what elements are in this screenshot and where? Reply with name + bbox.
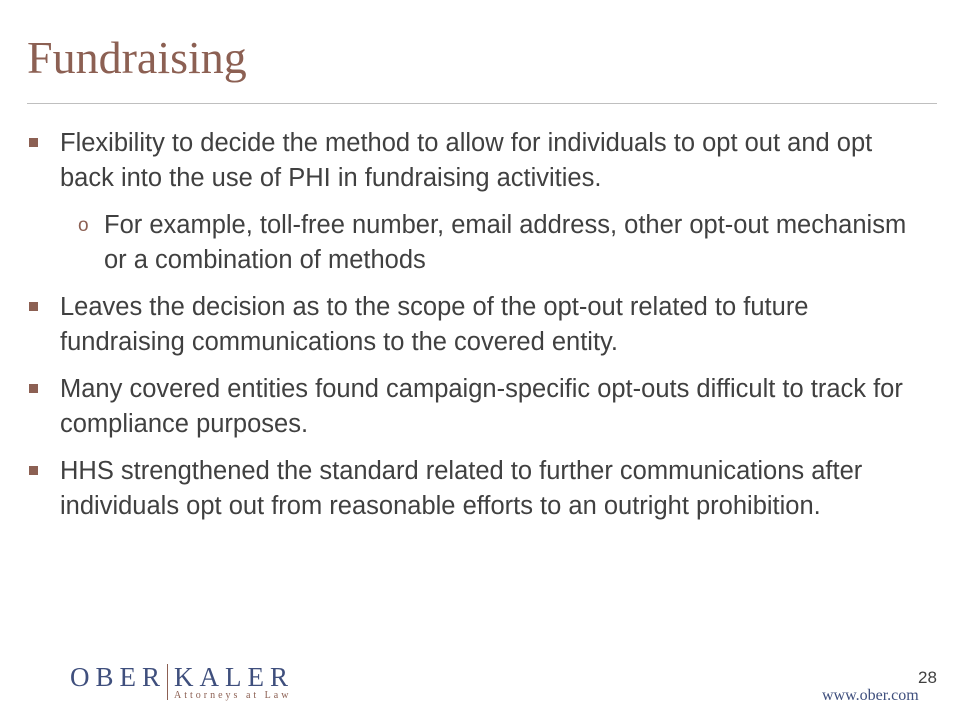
square-bullet-icon	[29, 138, 38, 147]
circle-bullet-icon: o	[78, 215, 89, 236]
logo-tagline: Attorneys at Law	[174, 690, 292, 701]
logo-word-kaler: KALER	[174, 662, 294, 692]
logo-word-ober: OBER	[70, 662, 167, 692]
bullet-item	[29, 290, 924, 360]
bullet-item	[29, 372, 924, 442]
ober-kaler-logo	[70, 662, 300, 702]
slide-title: Fundraising	[27, 32, 247, 83]
bullet-text: HHS strengthened the standard related to further communications after individuals opt out from reasonable efforts to an outright prohibition.	[60, 457, 863, 520]
bullet-text: Leaves the decision as to the scope of the opt-out related to future fundraising communications to the covered entity.	[60, 293, 809, 356]
sub-bullet-item	[29, 208, 924, 278]
bullet-item	[29, 126, 924, 196]
title-divider	[27, 103, 937, 104]
logo-divider	[167, 664, 168, 700]
square-bullet-icon	[29, 384, 38, 393]
square-bullet-icon	[29, 466, 38, 475]
page-number: 28	[918, 668, 937, 687]
square-bullet-icon	[29, 302, 38, 311]
bullet-text: Flexibility to decide the method to allow for individuals to opt out and opt back into the use of PHI in fundraising activities.	[60, 129, 873, 192]
bullet-text: Many covered entities found campaign-specific opt-outs difficult to track for compliance purposes.	[60, 375, 903, 438]
bullet-item	[29, 454, 924, 524]
sub-bullet-text: For example, toll-free number, email address, other opt-out mechanism or a combination of methods	[104, 211, 907, 274]
bullet-list	[29, 126, 924, 524]
footer-url: www.ober.com	[822, 687, 919, 704]
